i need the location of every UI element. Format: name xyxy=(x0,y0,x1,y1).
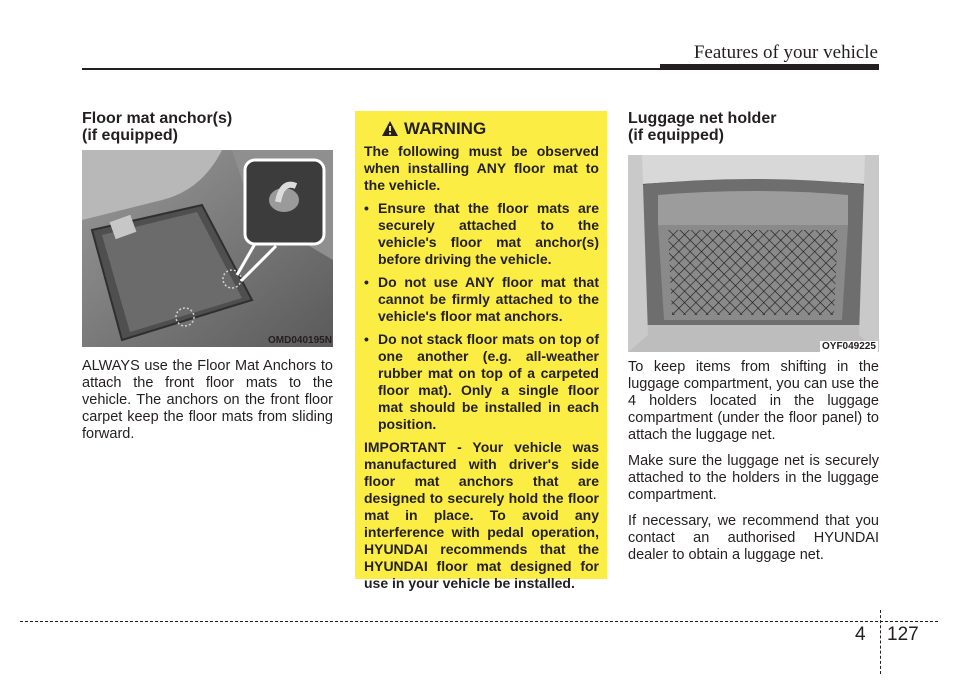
warning-bullet-item: • Ensure that the floor mats are securely attached to the vehicle's floor mat anchor(s) before driving the vehicle. xyxy=(364,200,599,268)
luggage-net-photo-caption: OYF049225 xyxy=(822,341,876,352)
header-rule-accent xyxy=(660,64,879,70)
warning-heading xyxy=(364,120,599,137)
footer-divider xyxy=(880,610,881,674)
luggage-net-photo xyxy=(628,155,879,352)
floor-mat-illustration xyxy=(82,150,333,347)
warning-bullet-item: • Do not stack floor mats on top of one another (e.g. all-weather rubber mat on top of a carpeted floor mat). Only a single floor mat should be installed in each position. xyxy=(364,331,599,433)
luggage-net-illustration xyxy=(628,155,879,352)
luggage-net-paragraph: Make sure the luggage net is securely attached to the holders in the luggage compartment. xyxy=(628,453,879,503)
running-header: Features of your vehicle xyxy=(693,42,878,63)
warning-important: IMPORTANT - Your vehicle was manufactured with driver's side floor mat anchors that are designed to securely hold the floor mat in place. To avoid any interference with pedal operation, HYUNDAI recommends that the HYUNDAI floor mat designed for use in your vehicle be installed. xyxy=(364,439,599,591)
floor-mat-photo-caption: OMD040195N xyxy=(268,335,332,346)
warning-bullet-list xyxy=(364,200,599,433)
warning-intro: The following must be observed when installing ANY floor mat to the vehicle. xyxy=(364,143,599,193)
page-number: 127 xyxy=(887,624,919,645)
floor-mat-body xyxy=(82,358,333,452)
luggage-net-title-line1: Luggage net holder xyxy=(628,110,777,127)
warning-heading-text: WARNING xyxy=(404,119,487,138)
luggage-net-title-line2: (if equipped) xyxy=(628,127,724,144)
luggage-net-paragraph: If necessary, we recommend that you contact an authorised HYUNDAI dealer to obtain a luggage net. xyxy=(628,513,879,563)
luggage-net-section-title xyxy=(628,110,879,144)
warning-triangle-icon xyxy=(382,121,398,136)
chapter-number: 4 xyxy=(855,624,866,645)
warning-box xyxy=(355,111,607,591)
luggage-net-paragraph: To keep items from shifting in the luggage compartment, you can use the 4 holders located in the luggage compartment (under the floor panel) to attach the luggage net. xyxy=(628,359,879,443)
floor-mat-title-line1: Floor mat anchor(s) xyxy=(82,110,233,127)
floor-mat-paragraph: ALWAYS use the Floor Mat Anchors to attach the front floor mats to the vehicle. The anchors on the front floor carpet keep the floor mats from sliding forward. xyxy=(82,358,333,442)
floor-mat-section-title xyxy=(82,110,334,144)
luggage-net-body xyxy=(628,359,879,573)
warning-bullet-item: • Do not use ANY floor mat that cannot be firmly attached to the vehicle's floor mat anchors. xyxy=(364,274,599,325)
floor-mat-title-line2: (if equipped) xyxy=(82,127,178,144)
floor-mat-anchor-photo xyxy=(82,150,333,347)
footer-rule xyxy=(20,621,938,622)
